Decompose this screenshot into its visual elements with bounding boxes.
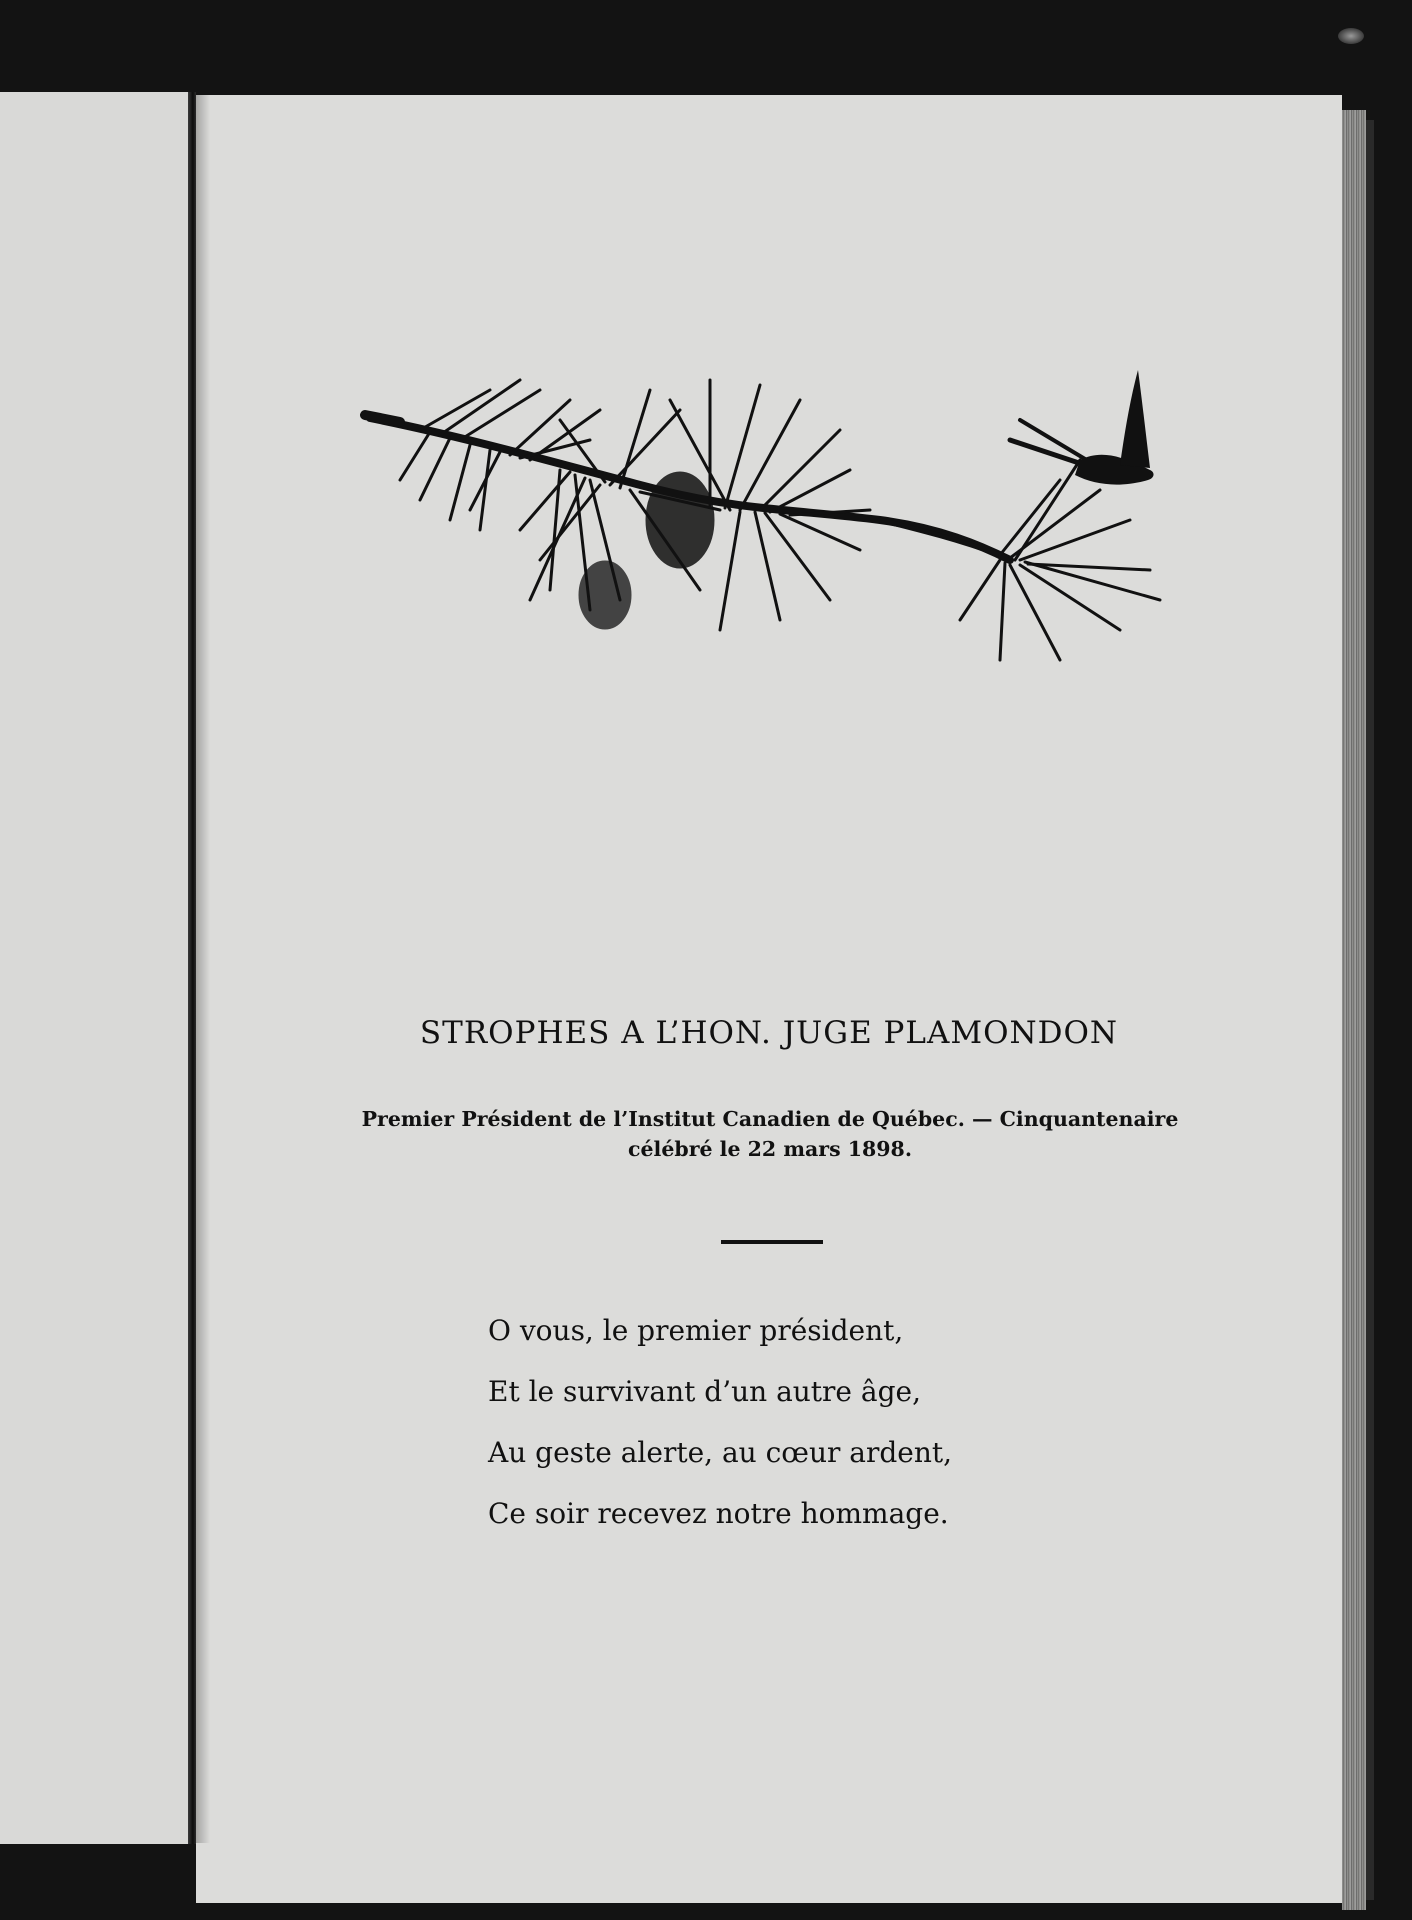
subtitle-line-2: célébré le 22 mars 1898. [628, 1137, 912, 1161]
poem-line: O vous, le premier président, [488, 1314, 904, 1347]
section-divider [721, 1240, 823, 1244]
page-subtitle [330, 1104, 1210, 1164]
poem-line: Et le survivant d’un autre âge, [488, 1375, 921, 1408]
poem-stanza [488, 1300, 1048, 1544]
scan-speck [1338, 28, 1364, 44]
pine-branch-and-swallow-ornament [360, 360, 1180, 680]
page-edge-stack [1342, 110, 1366, 1910]
poem-line: Ce soir recevez notre hommage. [488, 1497, 949, 1530]
subtitle-line-1: Premier Président de l’Institut Canadien de Québec. — Cinquantenaire [361, 1107, 1179, 1131]
book-cover-edge [1366, 120, 1374, 1900]
left-blank-page [0, 92, 192, 1844]
book-gutter [188, 92, 196, 1844]
page-title: STROPHES A L’HON. JUGE PLAMONDON [419, 1015, 1119, 1051]
gutter-shadow [196, 95, 210, 1843]
poem-line: Au geste alerte, au cœur ardent, [488, 1436, 953, 1469]
